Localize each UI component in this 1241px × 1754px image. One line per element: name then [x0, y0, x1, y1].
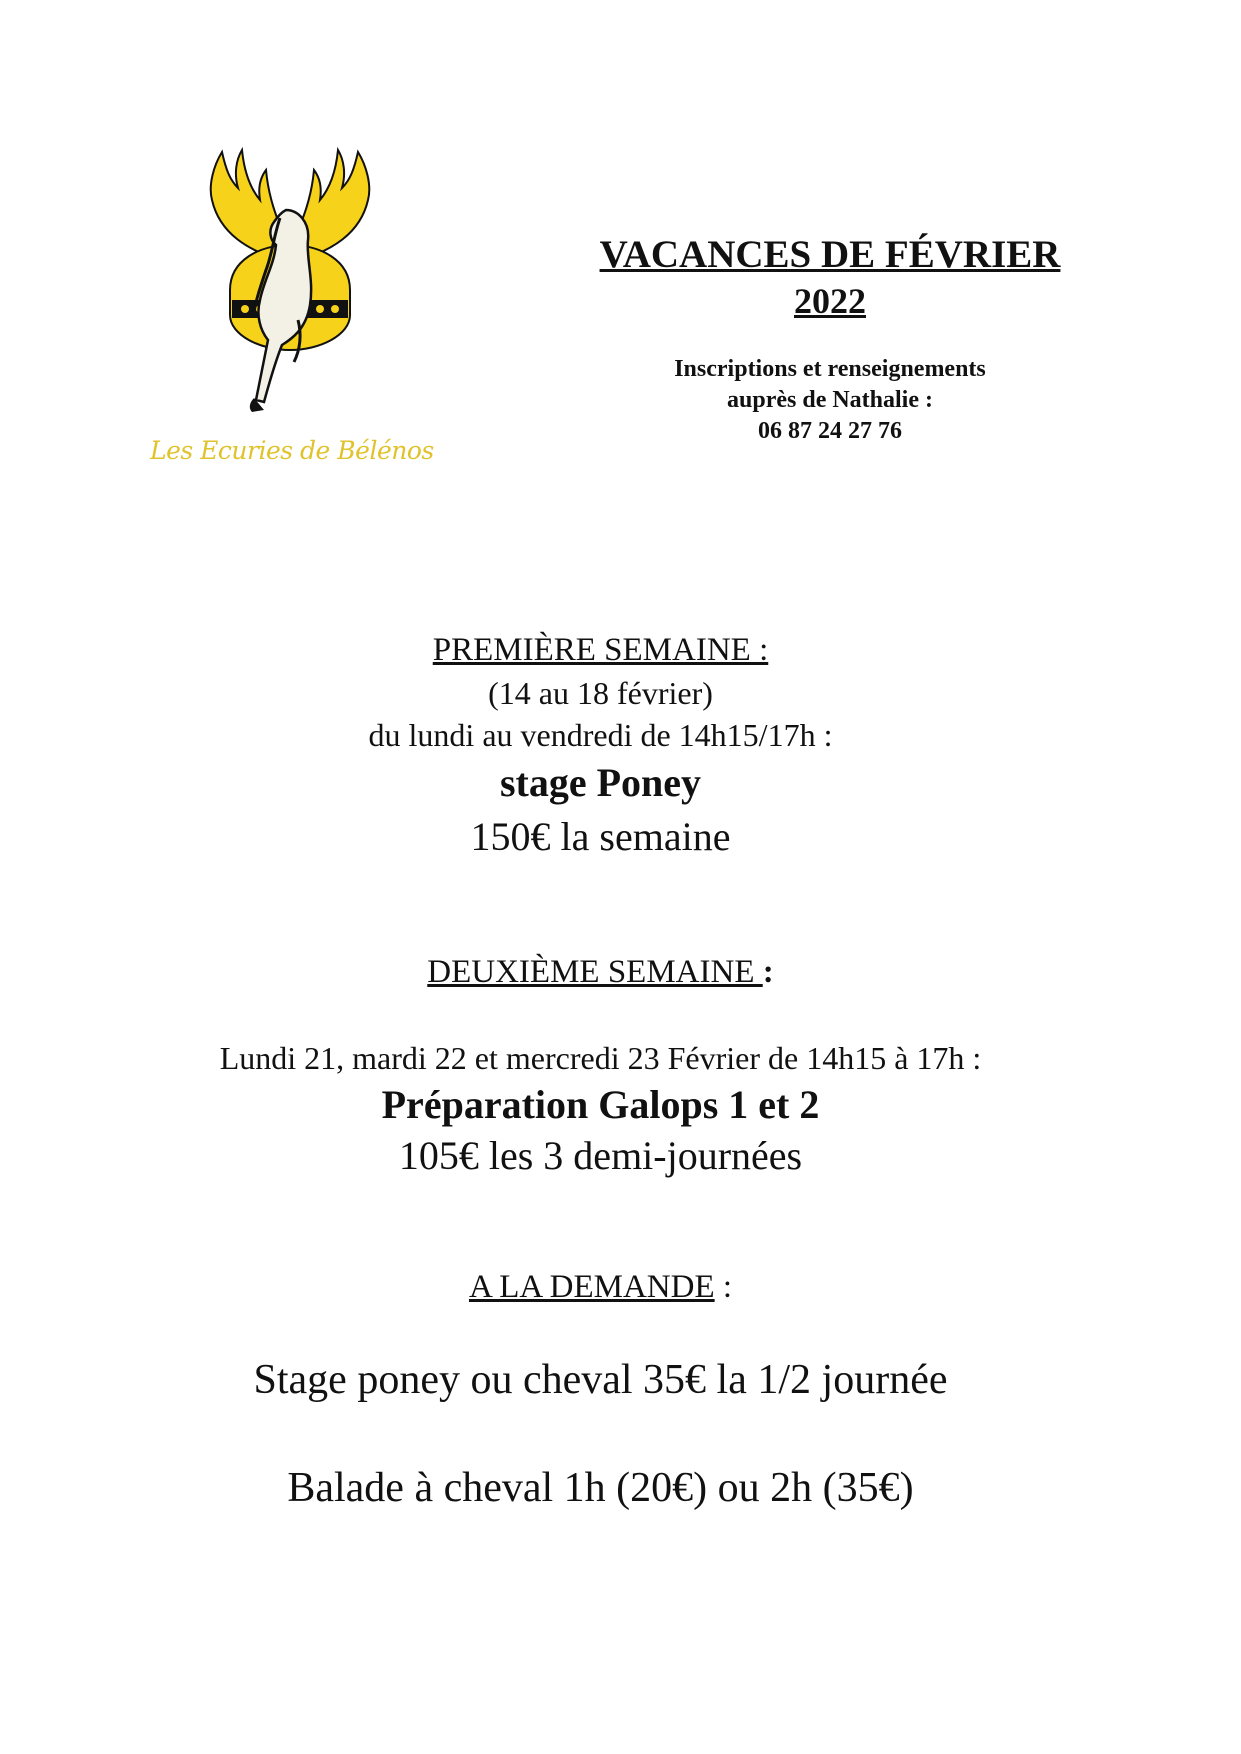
header: [560, 232, 1100, 447]
contact-line-2: auprès de Nathalie :: [727, 387, 933, 413]
week2-activity: Préparation Galops 1 et 2: [381, 1082, 820, 1127]
on-demand-item-2: [0, 1460, 1221, 1516]
contact-info: [560, 354, 1100, 447]
on-demand-item-1: [0, 1352, 1221, 1408]
week2-details: [0, 1036, 1221, 1182]
week2-price: 105€ les 3 demi-journées: [398, 1133, 803, 1178]
logo: [150, 140, 440, 480]
on-demand-balade: Balade à cheval 1h (20€) ou 2h (35€): [287, 1465, 914, 1511]
week1-heading: PREMIÈRE SEMAINE :: [432, 632, 769, 668]
week1-price: 150€ la semaine: [470, 814, 731, 859]
week2-heading-colon: :: [762, 954, 774, 990]
contact-line-1: Inscriptions et renseignements: [674, 356, 986, 382]
winged-horse-icon: [190, 140, 390, 430]
week1-dates: (14 au 18 février): [488, 675, 713, 711]
on-demand-section: [0, 1265, 1221, 1309]
on-demand-stage: Stage poney ou cheval 35€ la 1/2 journée: [253, 1357, 948, 1403]
page-title: VACANCES DE FÉVRIER: [599, 233, 1061, 276]
page-title-year: 2022: [794, 281, 866, 321]
week1-schedule: du lundi au vendredi de 14h15/17h :: [368, 717, 833, 753]
contact-phone: 06 87 24 27 76: [758, 418, 902, 444]
week2-schedule: Lundi 21, mardi 22 et mercredi 23 Février de 14h15 à 17h :: [219, 1040, 982, 1076]
week2-section: [0, 950, 1221, 994]
on-demand-heading: A LA DEMANDE: [468, 1269, 715, 1305]
week2-heading: DEUXIÈME SEMAINE: [427, 954, 763, 990]
week1-section: [0, 628, 1221, 864]
logo-text: Les Ecuries de Bélénos: [150, 436, 434, 465]
on-demand-heading-colon: :: [714, 1269, 733, 1305]
week1-activity: stage Poney: [499, 760, 702, 805]
